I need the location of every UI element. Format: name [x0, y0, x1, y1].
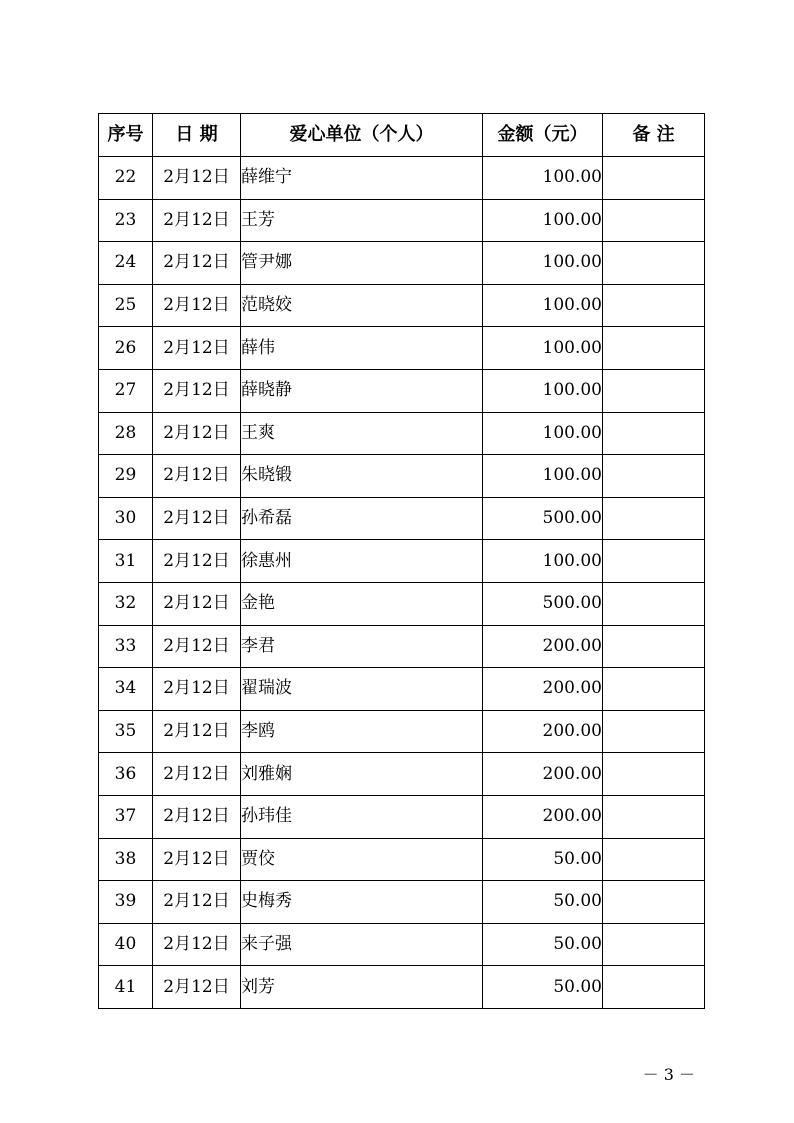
cell-donor-name: 李君: [241, 625, 483, 668]
cell-date: 2月12日: [153, 327, 241, 370]
cell-donor-name: 来子强: [241, 923, 483, 966]
cell-amount: 100.00: [483, 540, 603, 583]
table-row: [99, 753, 705, 796]
cell-donor-name: 徐惠州: [241, 540, 483, 583]
cell-date: 2月12日: [153, 455, 241, 498]
cell-amount: 100.00: [483, 412, 603, 455]
cell-date: 2月12日: [153, 625, 241, 668]
cell-amount: 200.00: [483, 795, 603, 838]
cell-donor-name: 朱晓锻: [241, 455, 483, 498]
table-row: [99, 881, 705, 924]
table-row: [99, 327, 705, 370]
cell-note: [603, 412, 705, 455]
cell-seq: 41: [99, 966, 153, 1009]
cell-note: [603, 881, 705, 924]
cell-seq: 32: [99, 582, 153, 625]
cell-note: [603, 369, 705, 412]
cell-seq: 33: [99, 625, 153, 668]
table-row: [99, 412, 705, 455]
table-row: [99, 455, 705, 498]
cell-seq: 40: [99, 923, 153, 966]
cell-seq: 29: [99, 455, 153, 498]
cell-seq: 37: [99, 795, 153, 838]
cell-donor-name: 金艳: [241, 582, 483, 625]
cell-amount: 50.00: [483, 966, 603, 1009]
cell-seq: 34: [99, 668, 153, 711]
cell-donor-name: 翟瑞波: [241, 668, 483, 711]
cell-donor-name: 王爽: [241, 412, 483, 455]
cell-date: 2月12日: [153, 242, 241, 285]
cell-date: 2月12日: [153, 710, 241, 753]
table-row: [99, 582, 705, 625]
cell-date: 2月12日: [153, 582, 241, 625]
table-row: [99, 838, 705, 881]
cell-amount: 200.00: [483, 625, 603, 668]
cell-date: 2月12日: [153, 412, 241, 455]
cell-date: 2月12日: [153, 668, 241, 711]
header-donor: 爱心单位（个人）: [241, 114, 483, 157]
cell-seq: 30: [99, 497, 153, 540]
donation-table-header: [99, 114, 705, 157]
table-row: [99, 923, 705, 966]
cell-amount: 100.00: [483, 327, 603, 370]
cell-donor-name: 薛伟: [241, 327, 483, 370]
cell-donor-name: 贾佼: [241, 838, 483, 881]
cell-amount: 100.00: [483, 242, 603, 285]
cell-donor-name: 范晓姣: [241, 284, 483, 327]
cell-donor-name: 薛维宁: [241, 157, 483, 200]
table-row: [99, 242, 705, 285]
cell-amount: 100.00: [483, 455, 603, 498]
table-row: [99, 668, 705, 711]
cell-note: [603, 497, 705, 540]
cell-date: 2月12日: [153, 199, 241, 242]
cell-note: [603, 753, 705, 796]
table-row: [99, 284, 705, 327]
table-row: [99, 966, 705, 1009]
table-row: [99, 795, 705, 838]
cell-seq: 27: [99, 369, 153, 412]
cell-date: 2月12日: [153, 838, 241, 881]
cell-seq: 31: [99, 540, 153, 583]
cell-note: [603, 668, 705, 711]
cell-date: 2月12日: [153, 369, 241, 412]
cell-note: [603, 327, 705, 370]
cell-note: [603, 284, 705, 327]
cell-seq: 23: [99, 199, 153, 242]
cell-note: [603, 582, 705, 625]
cell-amount: 200.00: [483, 753, 603, 796]
cell-amount: 500.00: [483, 497, 603, 540]
cell-date: 2月12日: [153, 966, 241, 1009]
cell-seq: 22: [99, 157, 153, 200]
cell-amount: 50.00: [483, 881, 603, 924]
table-row: [99, 497, 705, 540]
table-row: [99, 199, 705, 242]
cell-date: 2月12日: [153, 157, 241, 200]
header-note: 备 注: [603, 114, 705, 157]
cell-amount: 200.00: [483, 668, 603, 711]
cell-amount: 50.00: [483, 923, 603, 966]
donation-table-body: [99, 157, 705, 1009]
cell-note: [603, 625, 705, 668]
page-number: － 3 －: [642, 1065, 695, 1084]
cell-date: 2月12日: [153, 284, 241, 327]
cell-note: [603, 966, 705, 1009]
header-date: 日 期: [153, 114, 241, 157]
cell-note: [603, 838, 705, 881]
table-row: [99, 369, 705, 412]
cell-donor-name: 史梅秀: [241, 881, 483, 924]
header-seq: 序号: [99, 114, 153, 157]
cell-seq: 35: [99, 710, 153, 753]
cell-seq: 36: [99, 753, 153, 796]
header-amount: 金额（元）: [483, 114, 603, 157]
cell-donor-name: 刘雅娴: [241, 753, 483, 796]
cell-date: 2月12日: [153, 881, 241, 924]
cell-date: 2月12日: [153, 497, 241, 540]
cell-note: [603, 455, 705, 498]
cell-seq: 39: [99, 881, 153, 924]
header-row: [99, 114, 705, 157]
cell-date: 2月12日: [153, 540, 241, 583]
cell-amount: 100.00: [483, 157, 603, 200]
cell-note: [603, 242, 705, 285]
cell-donor-name: 王芳: [241, 199, 483, 242]
table-row: [99, 710, 705, 753]
cell-amount: 100.00: [483, 284, 603, 327]
cell-note: [603, 923, 705, 966]
cell-amount: 100.00: [483, 369, 603, 412]
cell-amount: 500.00: [483, 582, 603, 625]
cell-donor-name: 刘芳: [241, 966, 483, 1009]
cell-amount: 100.00: [483, 199, 603, 242]
cell-date: 2月12日: [153, 753, 241, 796]
cell-donor-name: 孙希磊: [241, 497, 483, 540]
cell-note: [603, 157, 705, 200]
cell-donor-name: 薛晓静: [241, 369, 483, 412]
cell-amount: 50.00: [483, 838, 603, 881]
cell-seq: 38: [99, 838, 153, 881]
cell-note: [603, 540, 705, 583]
donation-table: [98, 113, 705, 1009]
cell-seq: 28: [99, 412, 153, 455]
cell-note: [603, 199, 705, 242]
cell-date: 2月12日: [153, 795, 241, 838]
cell-date: 2月12日: [153, 923, 241, 966]
cell-donor-name: 管尹娜: [241, 242, 483, 285]
cell-note: [603, 710, 705, 753]
cell-seq: 26: [99, 327, 153, 370]
cell-donor-name: 李鸥: [241, 710, 483, 753]
cell-seq: 25: [99, 284, 153, 327]
cell-donor-name: 孙玮佳: [241, 795, 483, 838]
table-row: [99, 540, 705, 583]
table-row: [99, 625, 705, 668]
cell-amount: 200.00: [483, 710, 603, 753]
table-row: [99, 157, 705, 200]
cell-seq: 24: [99, 242, 153, 285]
cell-note: [603, 795, 705, 838]
